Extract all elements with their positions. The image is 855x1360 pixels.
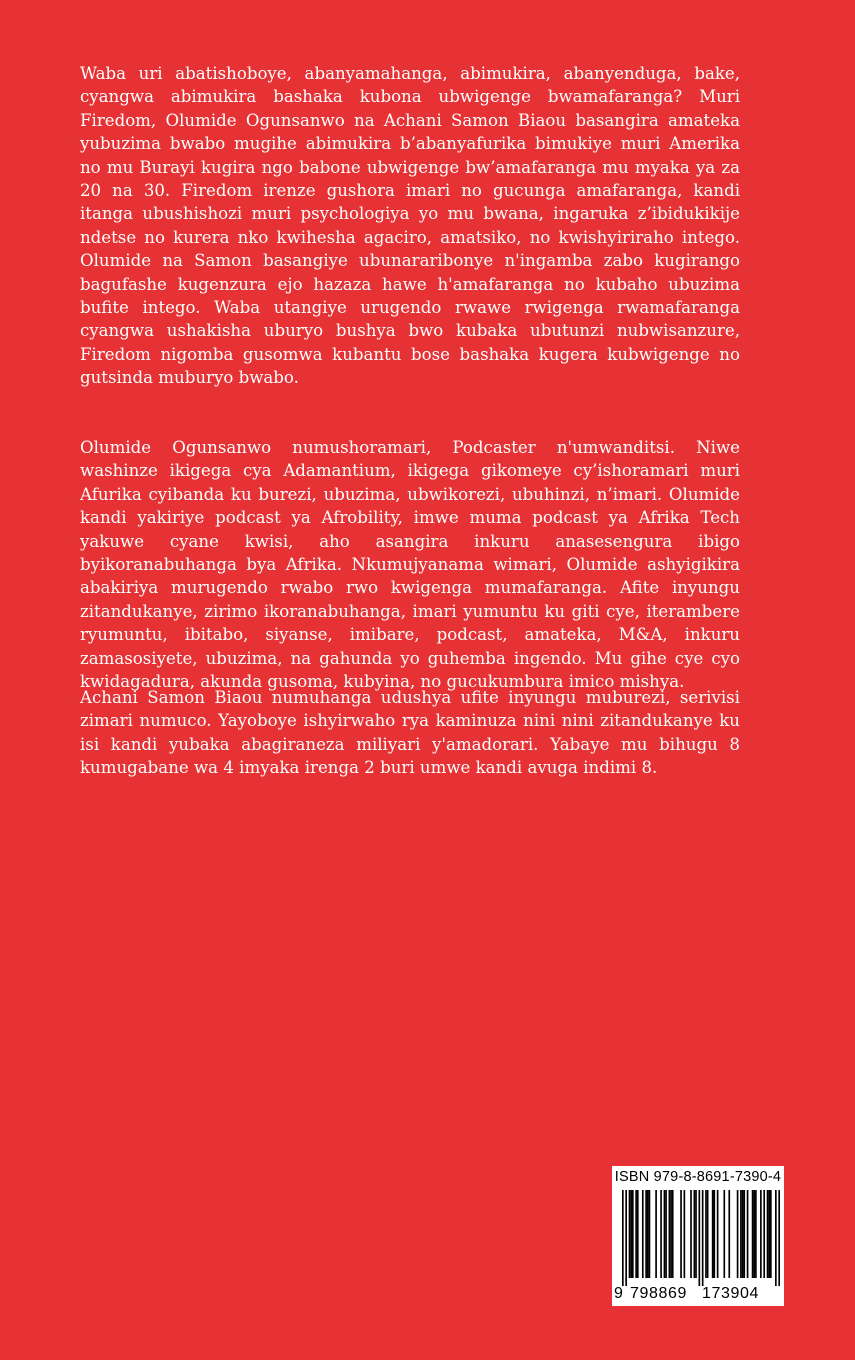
barcode-bar [770,1190,772,1278]
barcode-bar [778,1190,780,1286]
barcode-bar [664,1190,666,1278]
barcode-bar [625,1190,627,1286]
barcode-digits-left: 798869 [630,1285,687,1302]
barcode-bar [768,1190,770,1278]
barcode-bar [684,1190,686,1278]
barcode-bars-icon [622,1190,780,1286]
barcode-bar [723,1190,725,1278]
barcode-bar [743,1190,745,1278]
barcode-bar [694,1190,696,1278]
author-bio-achani: Achani Samon Biaou numuhanga udushya ufite inyungu muburezi, serivisi zimari numuco. Yayoboye ishyirwaho rya kaminuza nini nini zitandukanye ku isi kandi yubaka abagiraneza miliyari y'amadorari. Yabaye mu bihugu 8 kumugabane wa 4 imyaka irenga 2 buri umwe kandi avuga indimi 8. [80,688,740,778]
barcode-bar [775,1190,777,1286]
barcode-bar [680,1190,682,1278]
barcode-bar [763,1190,765,1278]
barcode-bar [707,1190,709,1278]
barcode-bar [647,1190,649,1278]
barcode-bar [760,1190,762,1278]
barcode-bar [740,1190,742,1278]
barcode-bar [690,1190,692,1278]
barcode-bar [702,1190,704,1286]
author-bio-olumide: Olumide Ogunsanwo numushoramari, Podcaster n'umwanditsi. Niwe washinze ikigega cya Adamantium, ikigega gikomeye cy’ishoramari muri Afurika cyibanda ku burezi, ubuzima, ubwikorezi, ubuhinzi, n’imari. Olumide kandi yakiriye podcast ya Afrobility, imwe muma podcast ya Afrika Tech yakuwe cyane kwisi, aho asangira inkuru anasesengura ibigo byikoranabuhanga bya Afrika. Nkumujyanama wimari, Olumide ashyigikira abakiriya murugendo rwabo rwo kwigenga mumafaranga. Afite inyungu zitandukanye, zirimo ikoranabuhanga, imari yumuntu ku giti cye, iterambere ryumuntu, ibitabo, siyanse, imibare, podcast, amateka, M&A, inkuru zamasosiyete, ubuzima, na gahunda yo guhemba ingendo. Mu gihe cye cyo kwidagadura, akunda gusoma, kubyina, no gucukumbura imico mishya. [80,438,740,692]
barcode-bar [755,1190,757,1278]
barcode-bar [642,1190,644,1278]
barcode-bar [649,1190,651,1278]
barcode-bar [767,1190,769,1278]
barcode-bar [713,1190,715,1278]
barcode-bar [672,1190,674,1278]
barcode-bar [747,1190,749,1278]
barcode-digit-first: 9 [614,1285,623,1302]
barcode-bar [630,1190,632,1278]
barcode-bar [742,1190,744,1278]
barcode-bar [717,1190,719,1278]
barcode-bar [632,1190,634,1278]
barcode-bar [660,1190,662,1278]
barcode-digits [612,1282,784,1306]
isbn-barcode [612,1166,784,1306]
barcode-bar [670,1190,672,1278]
barcode-bar [705,1190,707,1278]
barcode-digits-right: 173904 [702,1285,759,1302]
barcode-bar [699,1190,701,1286]
barcode-bar [752,1190,754,1278]
book-blurb: Waba uri abatishoboye, abanyamahanga, abimukira, abanyenduga, bake, cyangwa abimukira bashaka kubona ubwigenge bwamafaranga? Muri Firedom, Olumide Ogunsanwo na Achani Samon Biaou basangira amateka yubuzima bwabo mugihe abimukira b’abanyafurika bimukiye muri Amerika no mu Burayi kugira ngo babone ubwigenge bw’amafaranga mu myaka ya za 20 na 30. Firedom irenze gushora imari no gucunga amafaranga, kandi itanga ubushishozi muri psychologiya yo mu bwana, ingaruka z’ibidukikije ndetse no kurera nko kwihesha agaciro, amatsiko, no kwishyiriraho intego. Olumide na Samon basangiye ubunararibonye n'ingamba zabo kugirango bagufashe kugenzura ejo hazaza hawe h'amafaranga no kubaho ubuzima bufite intego. Waba utangiye urugendo rwawe rwigenga rwamafaranga cyangwa ushakisha uburyo bushya bwo kubaka ubutunzi nubwisanzure, Firedom nigomba gusomwa kubantu bose bashaka kugera kubwigenge no gutsinda muburyo bwabo. [80,64,740,388]
isbn-label: ISBN 979-8-8691-7390-4 [614,1169,782,1185]
barcode-bar [655,1190,657,1278]
barcode-bar [737,1190,739,1278]
barcode-bar [622,1190,624,1286]
barcode-bar [629,1190,631,1278]
barcode-bar [665,1190,667,1278]
barcode-bar [669,1190,671,1278]
barcode-bar [753,1190,755,1278]
barcode-bar [712,1190,714,1278]
barcode-bar [637,1190,639,1278]
barcode-bar [635,1190,637,1278]
barcode-bar [728,1190,730,1278]
barcode-bar [645,1190,647,1278]
barcode-bar [695,1190,697,1278]
